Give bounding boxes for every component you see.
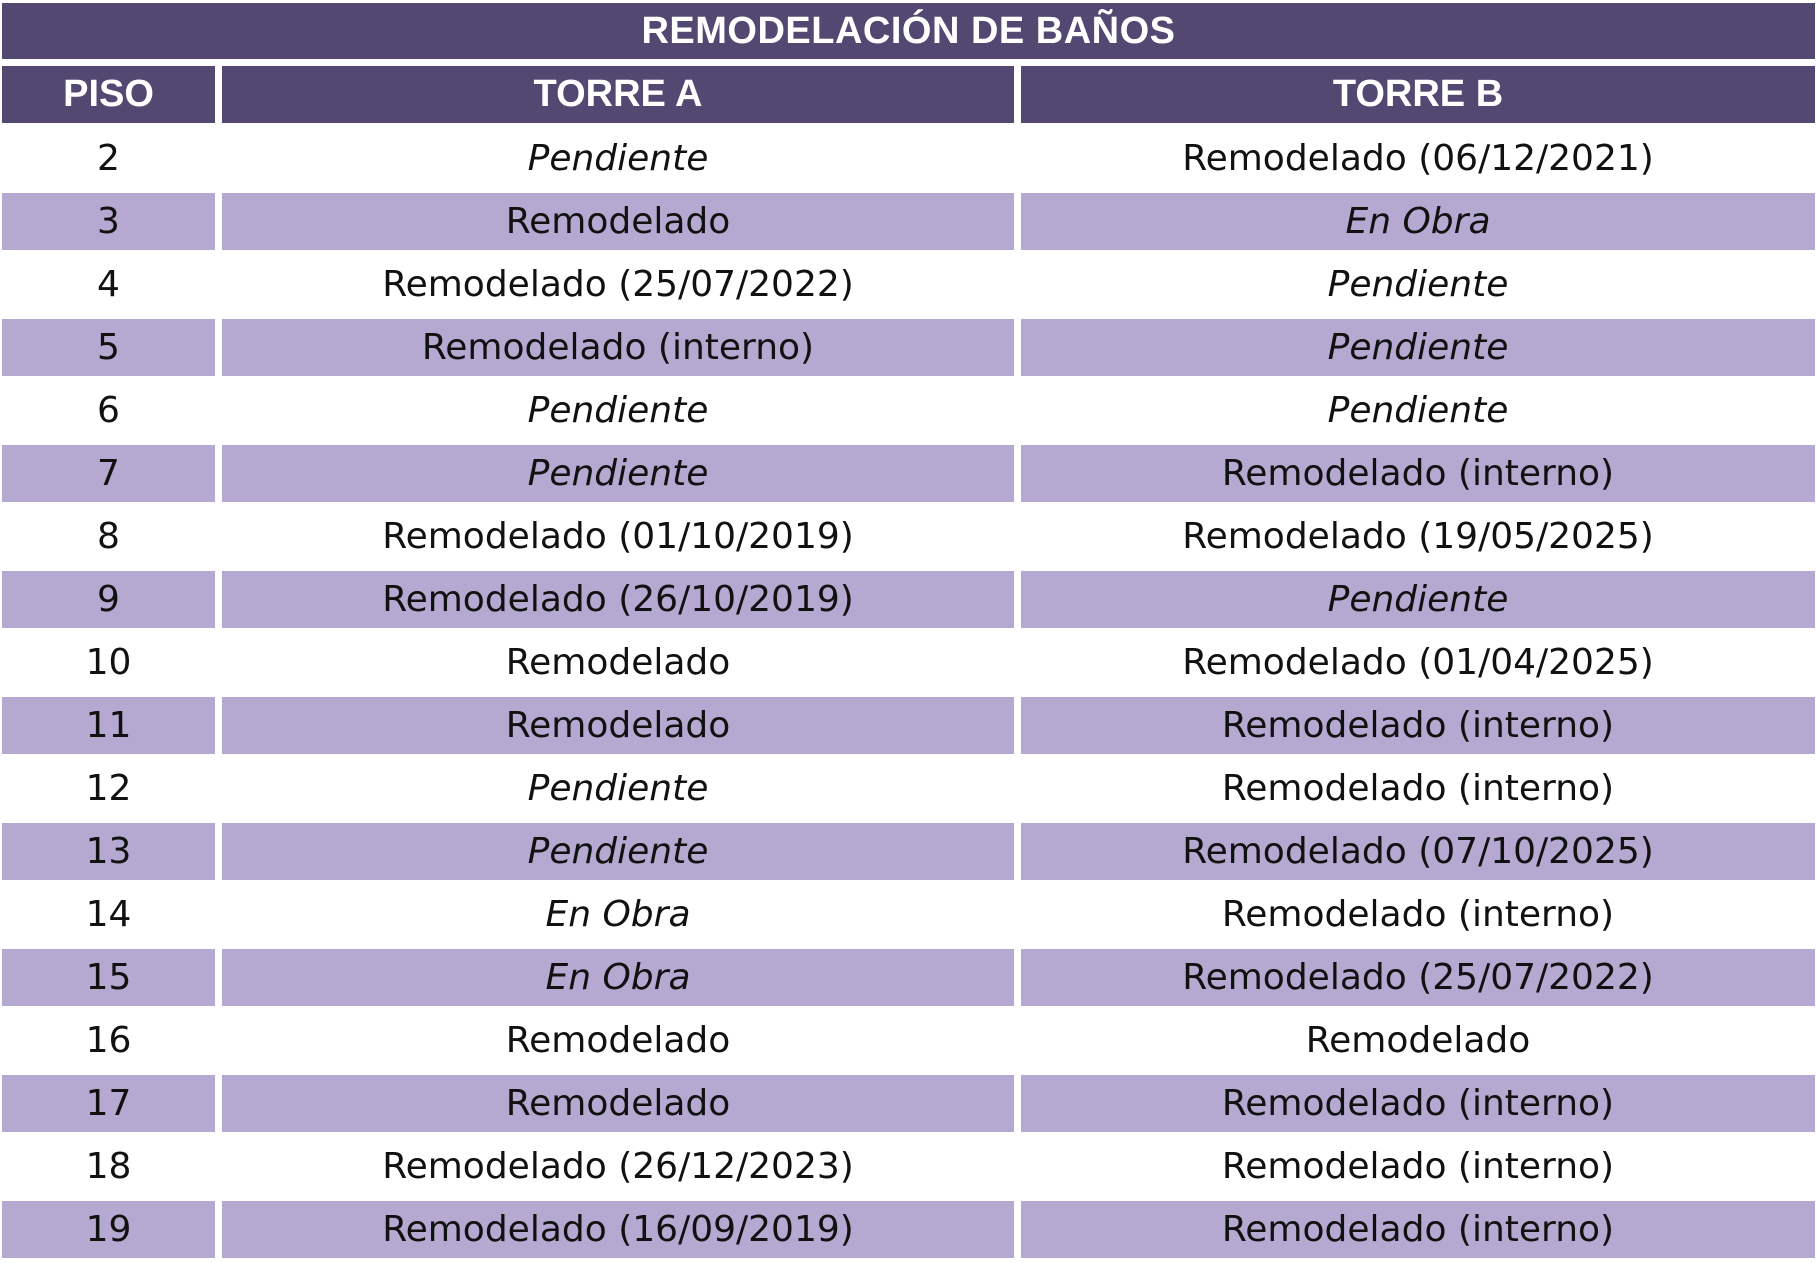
cell-torre-b: Pendiente: [1327, 264, 1509, 305]
table-row: [0, 382, 1817, 439]
cell-torre-a: Pendiente: [527, 390, 709, 431]
cell-piso: 4: [97, 264, 120, 305]
cell-piso: 10: [85, 642, 132, 683]
table-header-row: [0, 66, 1817, 123]
cell-torre-a: En Obra: [222, 949, 1014, 1006]
table-row: [0, 508, 1817, 565]
cell-piso: 19: [2, 1201, 215, 1258]
cell-torre-b: Remodelado (interno): [1021, 697, 1815, 754]
header-torre-a: TORRE A: [222, 66, 1014, 123]
cell-torre-b: Remodelado (interno): [1221, 894, 1615, 935]
cell-torre-a: Remodelado: [222, 1075, 1014, 1132]
cell-torre-b: Remodelado: [1305, 1020, 1531, 1061]
cell-piso: 6: [97, 390, 120, 431]
table-row: [0, 1075, 1817, 1132]
table-row: [0, 193, 1817, 250]
cell-torre-a: Remodelado (26/12/2023): [382, 1146, 854, 1187]
cell-piso: 17: [2, 1075, 215, 1132]
cell-torre-a: Remodelado: [222, 193, 1014, 250]
table-title: REMODELACIÓN DE BAÑOS: [2, 3, 1815, 59]
cell-piso: 5: [2, 319, 215, 376]
cell-piso: 8: [97, 516, 120, 557]
cell-torre-b: Remodelado (06/12/2021): [1182, 138, 1654, 179]
cell-torre-b: Remodelado (interno): [1221, 1146, 1615, 1187]
table-row: [0, 760, 1817, 817]
cell-piso: 16: [85, 1020, 132, 1061]
cell-piso: 9: [2, 571, 215, 628]
header-torre-b: TORRE B: [1021, 66, 1815, 123]
cell-torre-b: Pendiente: [1327, 390, 1509, 431]
table-row: [0, 949, 1817, 1006]
cell-torre-b: Remodelado (interno): [1021, 1201, 1815, 1258]
cell-torre-b: Remodelado (19/05/2025): [1182, 516, 1654, 557]
cell-torre-b: En Obra: [1021, 193, 1815, 250]
table-row: [0, 1012, 1817, 1069]
table-row: [0, 1138, 1817, 1195]
table-row: [0, 571, 1817, 628]
table-row: [0, 697, 1817, 754]
cell-piso: 18: [85, 1146, 132, 1187]
cell-torre-b: Remodelado (25/07/2022): [1021, 949, 1815, 1006]
cell-torre-b: Pendiente: [1021, 319, 1815, 376]
cell-torre-a: Remodelado: [505, 642, 731, 683]
cell-piso: 13: [2, 823, 215, 880]
cell-torre-a: En Obra: [545, 894, 691, 935]
table-row: [0, 130, 1817, 187]
cell-torre-b: Remodelado (interno): [1221, 768, 1615, 809]
cell-torre-a: Remodelado (16/09/2019): [222, 1201, 1014, 1258]
cell-piso: 15: [2, 949, 215, 1006]
table-row: [0, 256, 1817, 313]
table-row: [0, 319, 1817, 376]
cell-torre-a: Pendiente: [222, 823, 1014, 880]
cell-torre-b: Remodelado (07/10/2025): [1021, 823, 1815, 880]
cell-torre-a: Remodelado: [505, 1020, 731, 1061]
table-row: [0, 886, 1817, 943]
cell-torre-a: Remodelado (25/07/2022): [382, 264, 854, 305]
table-row: [0, 1201, 1817, 1258]
cell-piso: 12: [85, 768, 132, 809]
cell-torre-a: Remodelado (interno): [222, 319, 1014, 376]
cell-torre-b: Remodelado (01/04/2025): [1182, 642, 1654, 683]
cell-piso: 7: [2, 445, 215, 502]
table-row: [0, 823, 1817, 880]
cell-piso: 3: [2, 193, 215, 250]
table-row: [0, 634, 1817, 691]
cell-torre-a: Pendiente: [222, 445, 1014, 502]
cell-piso: 14: [85, 894, 132, 935]
cell-torre-a: Remodelado (01/10/2019): [382, 516, 854, 557]
header-piso: PISO: [2, 66, 215, 123]
cell-torre-b: Pendiente: [1021, 571, 1815, 628]
cell-piso: 2: [97, 138, 120, 179]
cell-piso: 11: [2, 697, 215, 754]
cell-torre-a: Remodelado (26/10/2019): [222, 571, 1014, 628]
cell-torre-b: Remodelado (interno): [1021, 445, 1815, 502]
cell-torre-b: Remodelado (interno): [1021, 1075, 1815, 1132]
cell-torre-a: Pendiente: [527, 138, 709, 179]
cell-torre-a: Pendiente: [527, 768, 709, 809]
table-row: [0, 445, 1817, 502]
cell-torre-a: Remodelado: [222, 697, 1014, 754]
